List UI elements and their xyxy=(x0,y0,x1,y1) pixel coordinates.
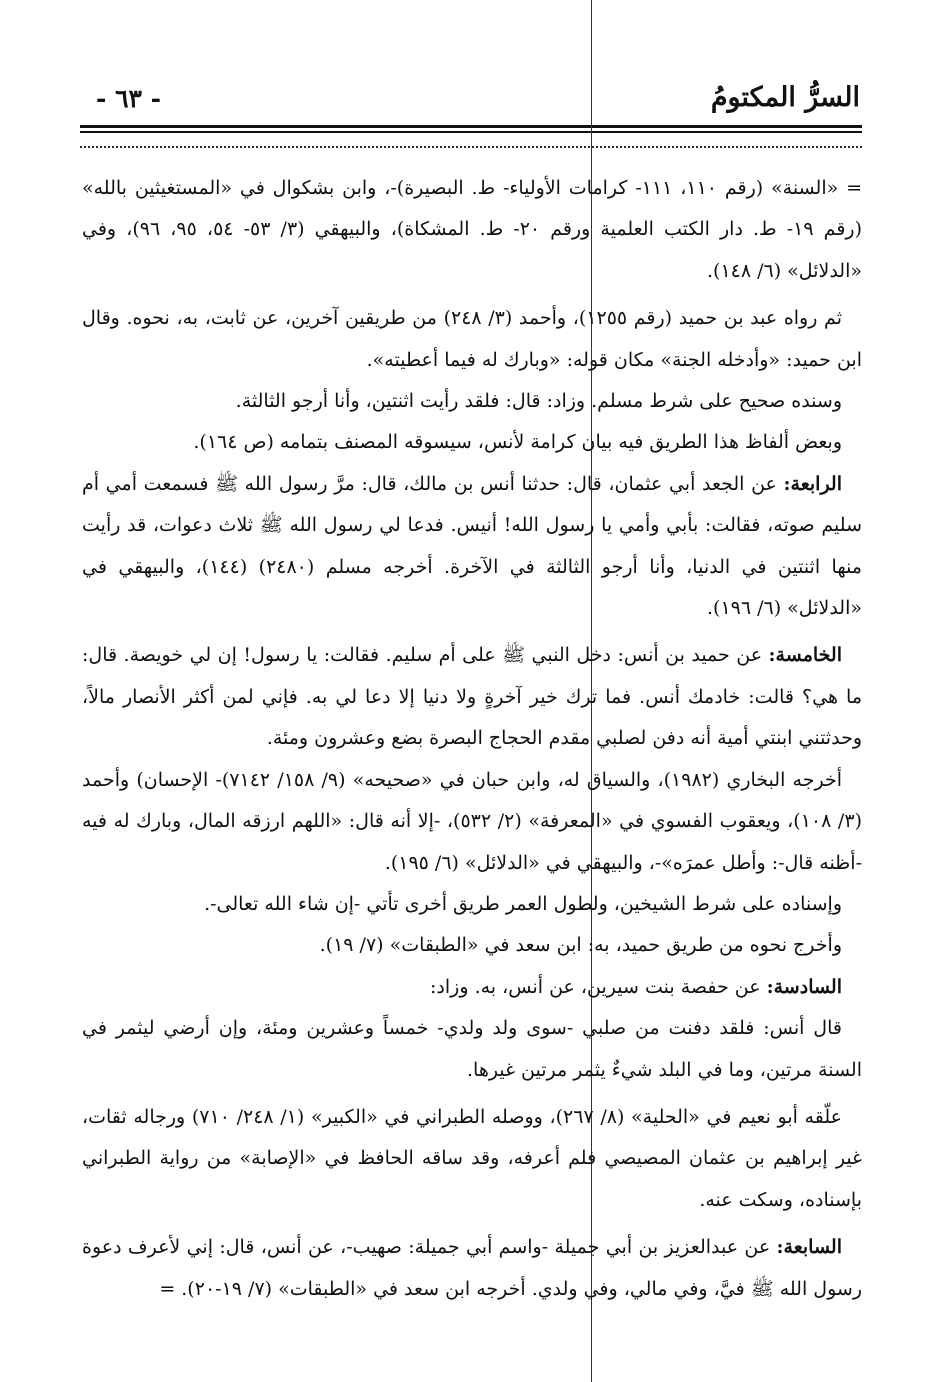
paragraph-12: علّقه أبو نعيم في «الحلية» (٨/ ٢٦٧)، ووصله الطبراني في «الكبير» (١/ ٢٤٨/ ٧١٠) ورجاله ثقات، غير إبراهيم بن عثمان المصيصي فلم أعرفه، وقد ساقه الحافظ في «الإصابة» من رواية الطبراني بإسناده، وسكت عنه. xyxy=(82,1105,862,1211)
paragraph-9: وأخرج نحوه من طريق حميد، به: ابن سعد في «الطبقات» (٧/ ١٩). xyxy=(319,934,842,957)
paragraph-11: قال أنس: فلقد دفنت من صلبي -سوى ولد ولدي- خمساً وعشرين ومئة، وإن أرضي ليثمر في السنة مرتين، وما في البلد شيءٌ يثمر مرتين غيرها. xyxy=(82,1017,862,1081)
paragraph-13-text: عن عبدالعزيز بن أبي جميلة -واسم أبي جميلة: صهيب-، عن أنس، قال: إني لأعرف دعوة رسول الله ﷺ فيَّ، وفي مالي، وفي ولدي. أخرجه ابن سعد في «الطبقات» (٧/ ١٩-٢٠). = xyxy=(82,1236,862,1300)
paragraph-6-text: عن حميد بن أنس: دخل النبي ﷺ على أم سليم. فقالت: يا رسول! إن لي خويصة. قال: ما هي؟ قالت: خادمك أنس. فما ترك خير آخرةٍ ولا دنيا إلا دعا لي به. فإني لمن أكثر الأنصار مالاً، وحدثتني ابنتي أمية أنه دفن لصلبي مقدم الحجاج البصرة بضع وعشرون ومئة. xyxy=(82,644,862,750)
footnote-separator xyxy=(80,146,862,148)
paragraph-13 xyxy=(82,1227,862,1310)
running-header xyxy=(82,82,862,122)
footnote-text xyxy=(82,168,862,1310)
section-lead-seventh: السابعة: xyxy=(776,1236,842,1259)
header-rule-thick xyxy=(80,125,862,128)
section-lead-sixth: السادسة: xyxy=(766,975,842,998)
section-lead-fourth: الرابعة: xyxy=(783,472,842,495)
section-lead-fifth: الخامسة: xyxy=(768,644,842,667)
paragraph-1: = «السنة» (رقم ١١٠، ١١١- كرامات الأولياء- ط. البصيرة)-، وابن بشكوال في «المستغيثين بالله» (رقم ١٩- ط. دار الكتب العلمية ورقم ٢٠- ط. المشكاة)، والبيهقي (٣/ ٥٣- ٥٤، ٩٥، ٩٦)، وفي «الدلائل» (٦/ ١٤٨). xyxy=(82,177,863,282)
paragraph-3: وسنده صحيح على شرط مسلم. وزاد: قال: فلقد رأيت اثنتين، وأنا أرجو الثالثة. xyxy=(235,390,842,413)
header-rule-thin xyxy=(80,131,862,133)
paragraph-8: وإسناده على شرط الشيخين، ولطول العمر طريق أخرى تأتي -إن شاء الله تعالى-. xyxy=(204,892,842,915)
paragraph-7: أخرجه البخاري (١٩٨٢)، والسياق له، وابن حبان في «صحيحه» (٩/ ١٥٨/ ٧١٤٢)- الإحسان) وأحمد (٣/ ١٠٨)، ويعقوب الفسوي في «المعرفة» (٢/ ٥٣٢)، -إلا أنه قال: «اللهم ارزقه المال، وبارك له فيه -أظنه قال-: وأطل عمرَه»-، والبيهقي في «الدلائل» (٦/ ١٩٥). xyxy=(82,768,862,874)
paragraph-5-text: عن الجعد أبي عثمان، قال: حدثنا أنس بن مالك، قال: مرَّ رسول الله ﷺ فسمعت أمي أم سليم صوته، فقالت: بأبي وأمي يا رسول الله! أنيس. فدعا لي رسول الله ﷺ ثلاث دعوات، قد رأيت منها اثنتين في الدنيا، وأنا أرجو الثالثة في الآخرة. أخرجه مسلم (٢٤٨٠) (١٤٤)، والبيهقي في «الدلائل» (٦/ ١٩٦). xyxy=(82,472,862,620)
paragraph-4: وبعض ألفاظ هذا الطريق فيه بيان كرامة لأنس، سيسوقه المصنف بتمامه (ص ١٦٤). xyxy=(193,431,842,454)
paragraph-2: ثم رواه عبد بن حميد (رقم ١٢٥٥)، وأحمد (٣/ ٢٤٨) من طريقين آخرين، عن ثابت، به، نحوه. وقال ابن حميد: «وأدخله الجنة» مكان قوله: «وبارك له فيما أعطيته». xyxy=(82,307,862,371)
book-title: السرُّ المكتومُ xyxy=(710,82,860,113)
paragraph-10 xyxy=(82,967,862,1008)
paragraph-6 xyxy=(82,635,862,759)
page-number: - ٦٣ - xyxy=(96,84,162,113)
paragraph-5 xyxy=(82,464,862,630)
paragraph-10-text: عن حفصة بنت سيرين، عن أنس، به. وزاد: xyxy=(430,975,767,998)
